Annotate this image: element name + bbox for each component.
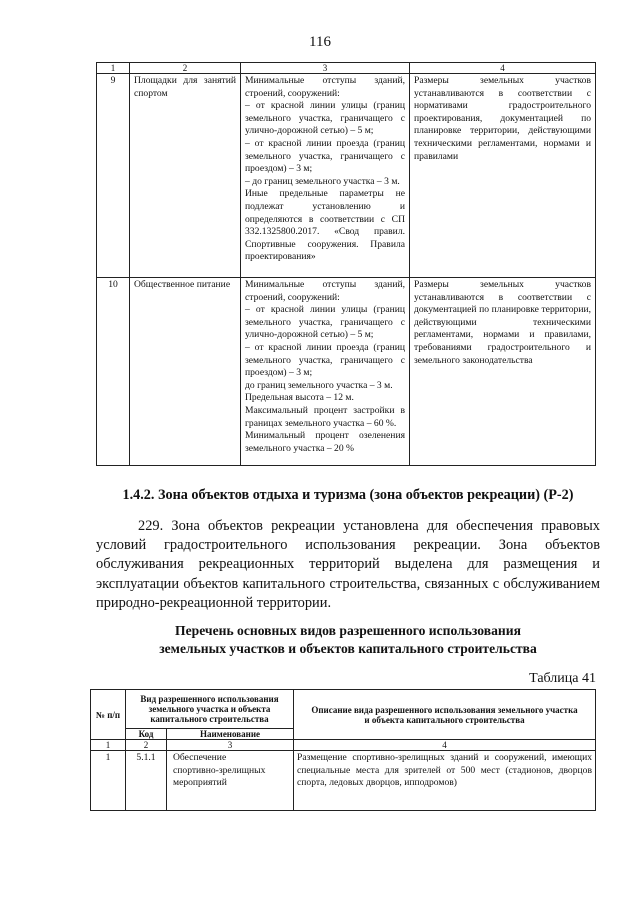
upper-header-col-3: 3	[241, 63, 410, 74]
row-number: 9	[97, 74, 130, 278]
header-description: Описание вида разрешенного использования земельного участка и объекта капитального строительства	[294, 690, 596, 740]
permitted-use-table	[90, 689, 596, 811]
param-line: Максимальный процент застройки в границах земельного участка – 60 %.	[245, 404, 405, 429]
param-line: – от красной линии улицы (границ земельного участка, граничащего с улично-дорожной сетью) – 5 м;	[245, 304, 405, 341]
limit-params	[241, 74, 410, 278]
header-number: № п/п	[91, 690, 126, 740]
limit-params	[241, 278, 410, 466]
param-line: до границ земельного участка – 3 м.	[245, 379, 393, 391]
param-line: – до границ земельного участка – 3 м.	[245, 175, 400, 187]
page-number: 116	[309, 34, 331, 50]
use-name: Площадки для занятий спортом	[130, 74, 241, 278]
use-code: 5.1.1	[126, 751, 167, 811]
row-number: 1	[91, 751, 126, 811]
row-number: 10	[97, 278, 130, 466]
col-number: 3	[167, 740, 294, 751]
header-code: Код	[126, 729, 167, 740]
use-name: Общественное питание	[130, 278, 241, 466]
table-caption: Таблица 41	[529, 671, 596, 686]
upper-table	[96, 62, 596, 466]
param-line: Иные предельные параметры не подлежат установлению и определяются в соответствии с СП 332.1325800.2017. «Свод правил. Спортивные сооружения. Правила проектирования»	[245, 188, 405, 263]
param-line: Минимальные отступы зданий, строений, сооружений:	[245, 279, 405, 303]
lower-header-row	[91, 690, 596, 729]
use-name: Обеспечение спортивно-зрелищных мероприятий	[167, 751, 294, 811]
param-line: Минимальный процент озеленения земельного участка – 20 %	[245, 430, 405, 454]
param-line: – от красной линии проезда (границ земельного участка, граничащего с проездом) – 3 м;	[245, 341, 405, 379]
table-row	[91, 751, 596, 811]
col-number: 1	[91, 740, 126, 751]
param-line: – от красной линии улицы (границ земельного участка, граничащего с улично-дорожной сетью) – 5 м;	[245, 100, 405, 137]
param-line: – от красной линии проезда (границ земельного участка, граничащего с проездом) – 3 м;	[245, 137, 405, 175]
list-title-line-1: Перечень основных видов разрешенного использования	[175, 623, 521, 638]
upper-header-col-4: 4	[410, 63, 596, 74]
table-row	[97, 74, 596, 278]
param-line: Минимальные отступы зданий, строений, сооружений:	[245, 75, 405, 99]
lower-number-row	[91, 740, 596, 751]
list-title	[96, 622, 600, 658]
use-description: Размещение спортивно-зрелищных зданий и сооружений, имеющих специальные места для зрителей от 500 мест (стадионов, дворцов спорта, ледовых дворцов, ипподромов)	[294, 751, 596, 811]
param-line: Предельная высота – 12 м.	[245, 392, 354, 404]
col-number: 2	[126, 740, 167, 751]
list-title-line-2: земельных участков и объектов капитального строительства	[159, 641, 537, 656]
upper-table-header-row	[97, 63, 596, 74]
header-name: Наименование	[167, 729, 294, 740]
upper-header-col-2: 2	[130, 63, 241, 74]
plot-sizes: Размеры земельных участков устанавливаются в соответствии с документацией по планировке территории, действующими техническими регламентами, нормами и правилами, требованиями градостроительного и земельного законодательства	[410, 278, 596, 466]
paragraph-229: 229. Зона объектов рекреации установлена для обеспечения правовых условий градостроительного использования рекреации. Зона объектов обслуживания рекреационных территорий выделена для размещения и эксплуатации объектов капитального строительства, связанных с обслуживанием природно-рекреационной территории.	[96, 518, 600, 611]
header-kind: Вид разрешенного использования земельного участка и объекта капитального строительства	[126, 690, 294, 729]
table-row	[97, 278, 596, 466]
plot-sizes: Размеры земельных участков устанавливаются в соответствии с нормативами градостроительного проектирования, документацией по планировке территории, действующими техническими регламентами, нормами и правилами	[410, 74, 596, 278]
upper-header-col-1: 1	[97, 63, 130, 74]
section-title: 1.4.2. Зона объектов отдыха и туризма (зона объектов рекреации) (Р-2)	[122, 487, 574, 503]
col-number: 4	[294, 740, 596, 751]
